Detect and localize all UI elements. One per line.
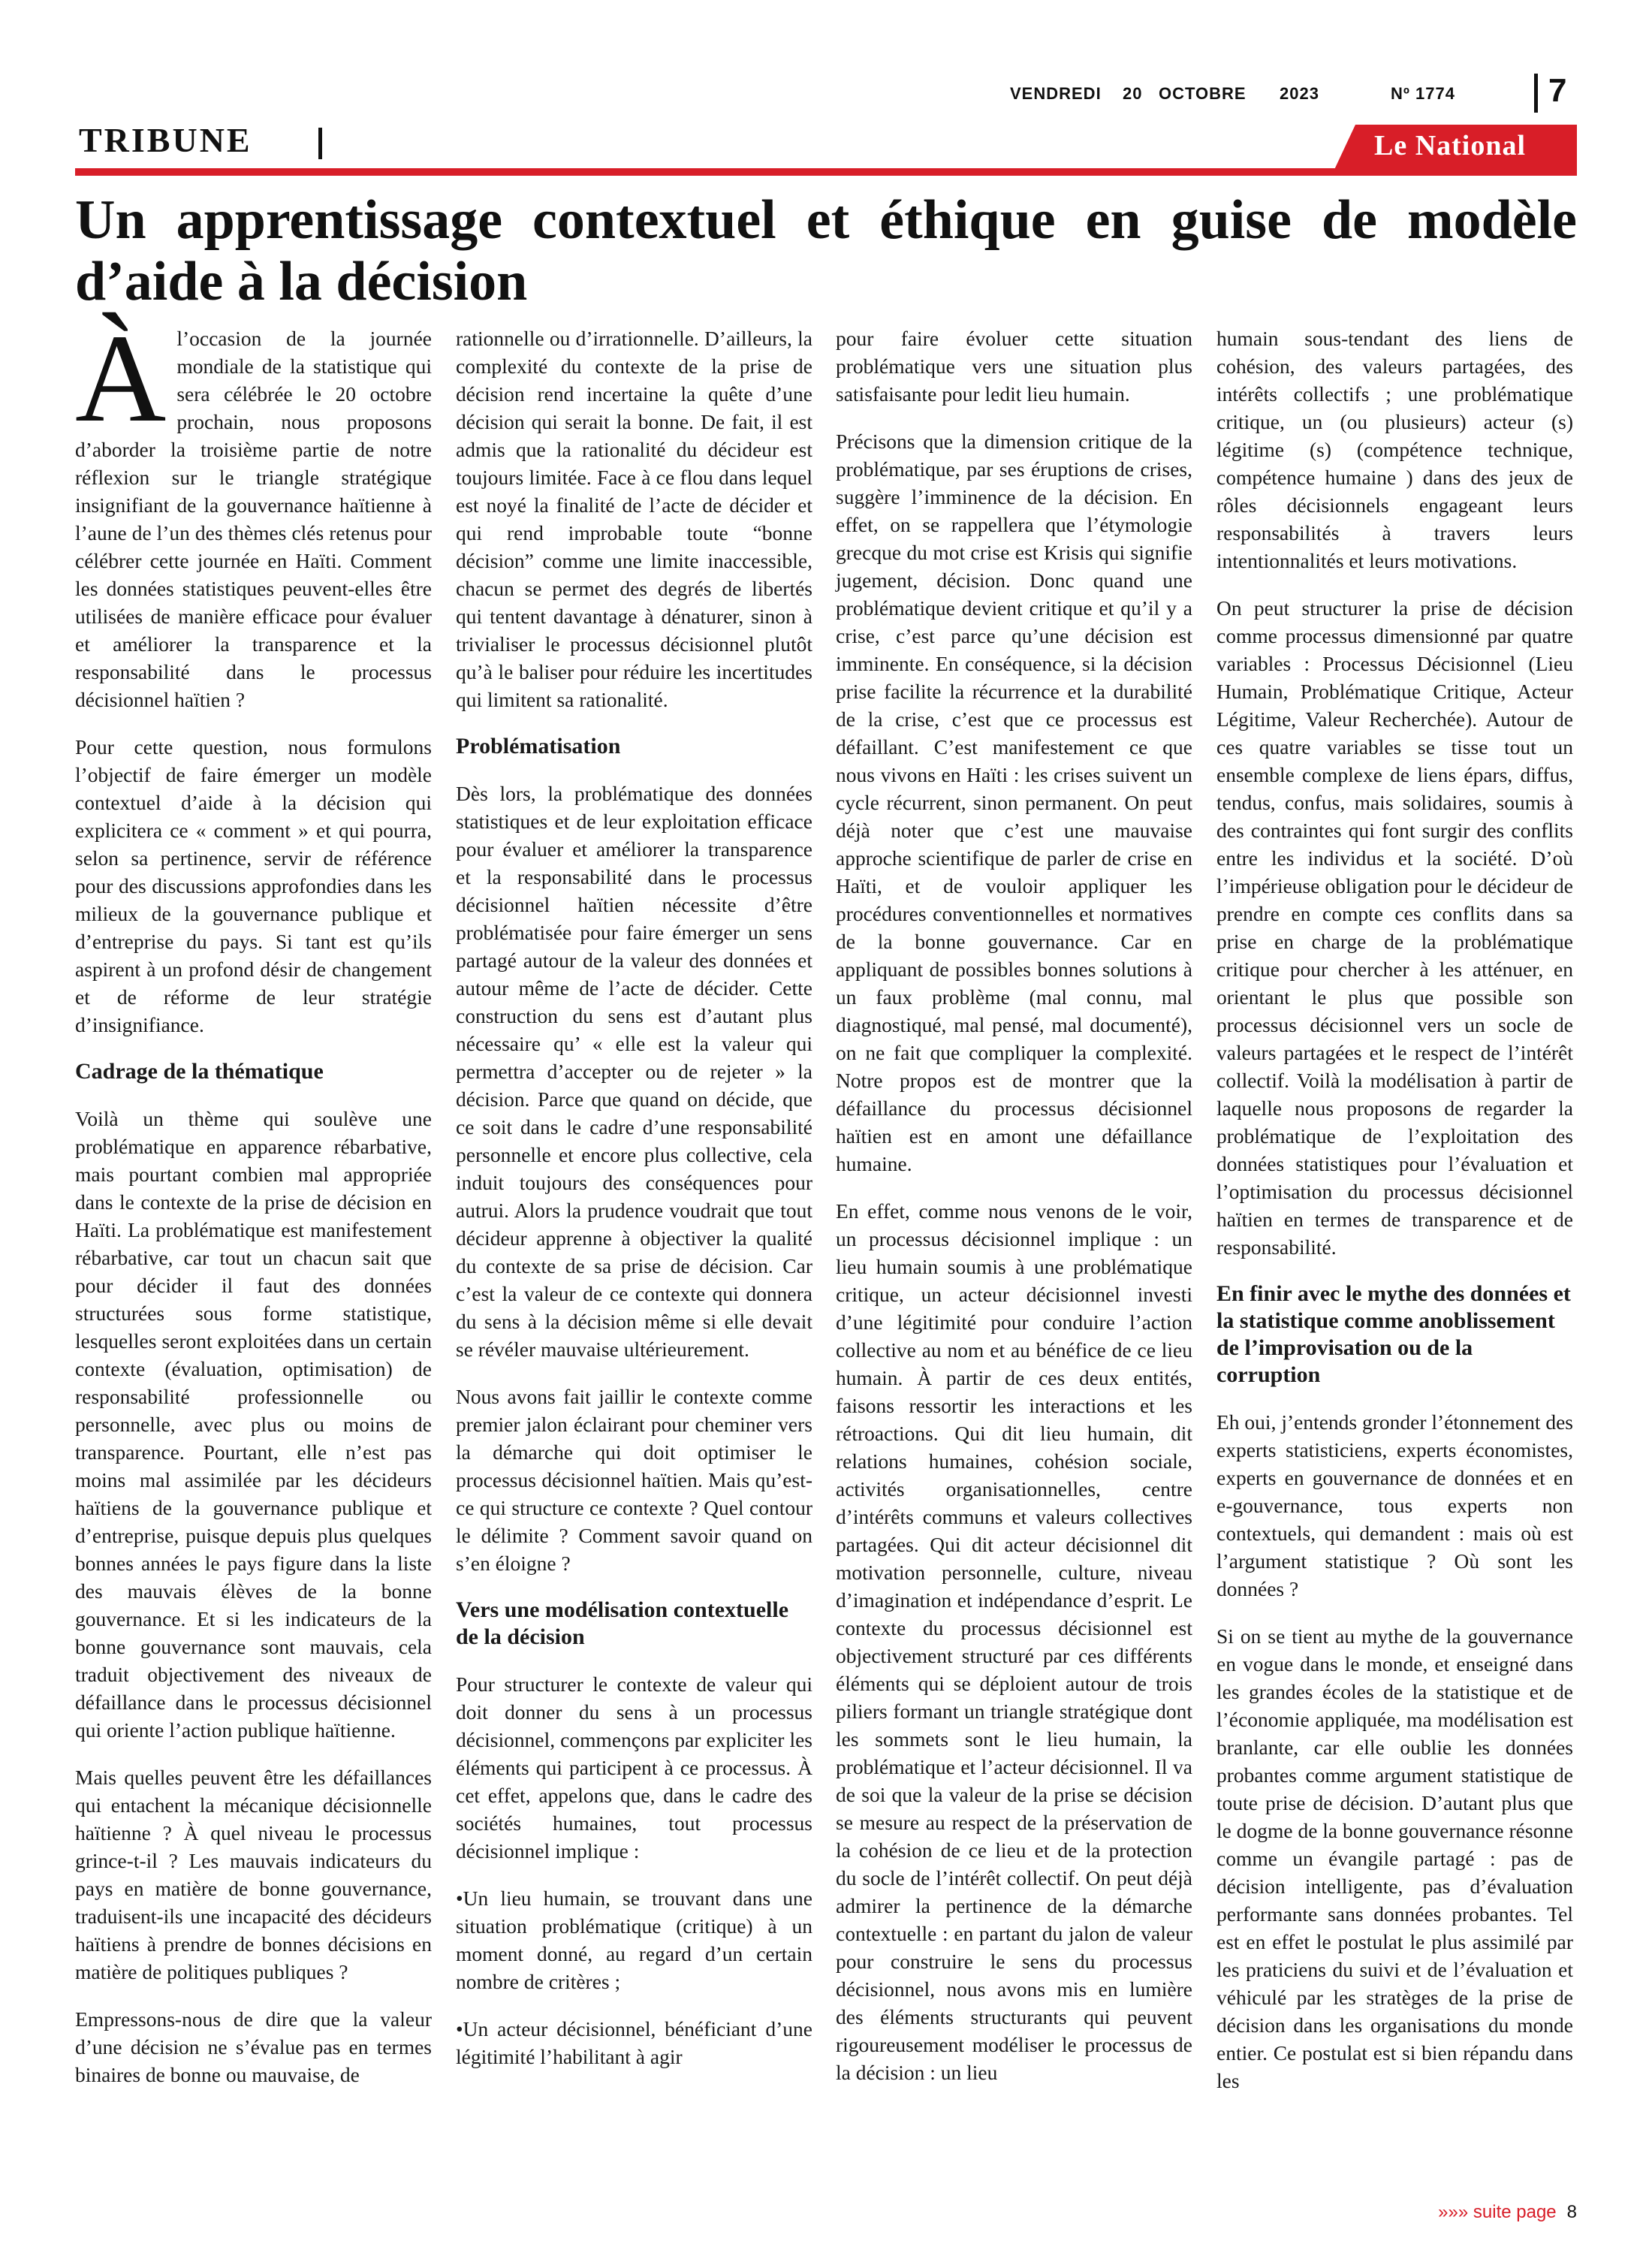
paragraph: Pour structurer le contexte de valeur qui doit donner du sens à un processus décisionnel, commençons par expliciter les éléments qui participent à ce processus. À cet effet, appelons que, dans le cadre des sociétés humaines, tout processus décisionnel implique : xyxy=(456,1672,812,1862)
brand-name: Le National xyxy=(1374,130,1527,161)
bullet-paragraph: •Un acteur décisionnel, bénéficiant d’une légitimité l’habilitant à agir xyxy=(456,2017,812,2068)
issue-number: Nº 1774 xyxy=(1391,84,1455,103)
paragraph-text: l’occasion de la journée mondiale de la statistique qui sera célébrée le 20 octobre prochain, nous proposons d’aborder la troisième partie de notre réflexion sur le triangle stratégique insignifiant de la gouvernance haïtienne à l’aune de l’un des thèmes clés retenus pour célébrer cette journée en Haïti. Comment les données statistiques peuvent-elles être utilisées de manière efficace pour évaluer et améliorer la transparence et la responsabilité dans le processus décisionnel haïtien ? xyxy=(75,327,432,711)
section-label: TRIBUNE xyxy=(79,121,252,159)
paragraph: Précisons que la dimension critique de la problématique, par ses éruptions de crises, suggère l’imminence de la décision. En effet, on se rappellera que l’étymologie grecque du mot crise est Krisis qui signifie jugement, décision. Donc quand une problématique devient critique et qu’il y a crise, c’est parce qu’une décision est imminente. En conséquence, si la décision prise facilite la récurrence et la durabilité de la crise, c’est que ce processus est défaillant. C’est manifestement ce que nous vivons en Haïti : les crises suivent un cycle récurrent, sinon permanent. On peut déjà noter que c’est une mauvaise approche scientifique de parler de crise en Haïti, et de vouloir appliquer les procédures conventionnelles et normatives de la bonne gouvernance. Car en appliquant de possibles bonnes solutions à un faux problème (mal connu, mal diagnostiqué, mal pensé, mal documenté), on ne fait que compliquer la complexité. Notre propos est de montrer que la défaillance du processus décisionnel haïtien est en amont une défaillance humaine. xyxy=(836,430,1192,1175)
paragraph: humain sous-tendant des liens de cohésion, des valeurs partagées, des intérêts collectifs ; une problématique critique, un (ou plusieurs) acteur (s) légitime (s) (compétence technique, compétence humaine ) dans des jeux de rôles décisionnels engageant leurs responsabilités à travers leurs intentionnalités et leurs motivations. xyxy=(1216,327,1573,572)
paragraph: rationnelle ou d’irrationnelle. D’ailleurs, la complexité du contexte de la prise de décision rend incertaine la quête d’une décision qui serait la bonne. De fait, il est admis que la rationalité du décideur est toujours limitée. Face à ce flou dans lequel est noyé la finalité de l’acte de décider et qui rend improbable toute “bonne décision” comme une limite inaccessible, chacun se permet des degrés de libertés qui tentent davantage à dénaturer, sinon à trivialiser le processus décisionnel plutôt qu’à le baliser pour réduire les incertitudes qui limitent sa rationalité. xyxy=(456,327,812,711)
subheading: Vers une modélisation contextuelle de la décision xyxy=(456,1597,789,1649)
paragraph: Si on se tient au mythe de la gouvernance en vogue dans le monde, et enseigné dans les grandes écoles de la statistique et de l’économie appliquée, ma modélisation est branlante, car elle oublie les données probantes comme argument statistique de toute prise de décision. D’autant plus que le dogme de la bonne gouvernance résonne comme un évangile partagé : pas de décision intelligente, pas d’évaluation performante sans données probantes. Tel est en effet le postulat le plus assimilé par les praticiens du suivi et de l’évaluation et véhiculé par les stratèges de la prise de décision dans les organisations du monde entier. Ce postulat est si bien répandu dans les xyxy=(1216,1624,1573,2092)
subheading: Problématisation xyxy=(456,734,621,759)
paragraph: Mais quelles peuvent être les défaillances qui entachent la mécanique décisionnelle haïtienne ? À quel niveau le processus grince-t-il ? Les mauvais indicateurs du pays en matière de bonne gouvernance, traduisent-ils une incapacité des décideurs haïtiens à prendre de bonnes décisions en matière de politiques publiques ? xyxy=(75,1766,432,1983)
article-column-3 xyxy=(836,324,1192,2106)
paragraph: Dès lors, la problématique des données statistiques et de leur exploitation efficace pour évaluer et améliorer la transparence et la responsabilité dans le processus décisionnel haïtien nécessite d’être problématisée pour faire émerger un sens partagé autour de la valeur des données et autour même de l’acte de décider. Cette construction du sens est d’autant plus nécessaire qu’ « elle est la valeur qui permettra d’accepter ou de rejeter » la décision. Parce que quand on décide, que ce soit dans le cadre d’une responsabilité personnelle et encore plus collective, cela induit toujours des conséquences pour autrui. Alors la prudence voudrait que tout décideur apprenne à objectiver la qualité du contexte de sa prise de décision. Car c’est la valeur de ce contexte qui donnera du sens à la décision même si elle devait se révéler mauvaise ultérieurement. xyxy=(456,782,812,1361)
subheading: Cadrage de la thématique xyxy=(75,1059,324,1084)
paragraph: Eh oui, j’entends gronder l’étonnement des experts statisticiens, experts économistes, experts en gouvernance de données et en e-gouvernance, tous experts non contextuels, qui demandent : mais où est l’argument statistique ? Où sont les données ? xyxy=(1216,1410,1574,1600)
continuation-text: »»» suite page xyxy=(1438,2202,1557,2222)
paragraph: Voilà un thème qui soulève une problématique en apparence rébarbative, mais pourtant combien mal appropriée dans le contexte de la prise de décision en Haïti. La problématique est manifestement rébarbative, car tout un chacun sait que pour décider il faut des données structurées sous forme statistique, lesquelles seront exploitées dans un certain contexte (évaluation, optimisation) de responsabilité professionnelle ou personnelle, avec plus ou moins de transparence. Pourtant, elle n’est pas moins mal assimilée par les décideurs haïtiens de la gouvernance publique et d’entreprise, puisque depuis plus quelques bonnes années le pays figure dans la liste des mauvais élèves de la bonne gouvernance. Et si les indicateurs de la bonne gouvernance sont mauvais, cela traduit objectivement des niveaux de défaillance dans le processus décisionnel qui oriente l’action publique haïtienne. xyxy=(75,1107,432,1742)
section-divider xyxy=(318,128,322,159)
article-column-1 xyxy=(75,309,432,2108)
paragraph xyxy=(75,309,432,713)
issue-month: OCTOBRE xyxy=(1159,84,1247,103)
bullet-paragraph: •Un lieu humain, se trouvant dans une situation problématique (critique) à un moment donné, au regard d’un certain nombre de critères ; xyxy=(456,1887,812,1993)
paragraph: Pour cette question, nous formulons l’objectif de faire émerger un modèle contextuel d’aide à la décision qui explicitera ce « comment » et qui pourra, selon sa pertinence, servir de référence pour des discussions approfondies dans les milieux de la gouvernance publique et d’entreprise du pays. Si tant est qu’ils aspirent à un profond désir de changement et de réforme de leur stratégie d’insignifiance. xyxy=(75,735,432,1036)
issue-date: 20 xyxy=(1123,84,1143,103)
paragraph: On peut structurer la prise de décision comme processus dimensionné par quatre variables : Processus Décisionnel (Lieu Humain, Problématique Critique, Acteur Légitime, Valeur Recherchée). Autour de ces quatre variables se tisse tout un ensemble complexe de liens épars, diffus, tendus, confus, mais solidaires, soumis à des contraintes qui font surgir des conflits entre les individus et la société. D’où l’impérieuse obligation pour le décideur de prendre en compte ces conflits dans sa prise en charge de la problématique critique pour chercher à les atténuer, en orientant le plus que possible son processus décisionnel vers un socle de valeurs partagées et le respect de l’intérêt collectif. Voilà la modélisation à partir de laquelle nous proposons de regarder la problématique de l’exploitation des données statistiques pour l’évaluation et l’optimisation du processus décisionnel haïtien en termes de transparence et de responsabilité. xyxy=(1216,596,1573,1259)
article-column-2 xyxy=(456,324,812,2090)
headline: Un apprentissage contextuel et éthique en guise de modèle d’aide à la décision xyxy=(75,189,1577,312)
paragraph: En effet, comme nous venons de le voir, un processus décisionnel implique : un lieu humain soumis à une problématique critique, un acteur décisionnel investi d’une légitimité pour conduire l’action collective au nom et au bénéfice de ce lieu humain. À partir de ces deux entités, faisons ressortir les interactions et les rétroactions. Qui dit lieu humain, dit relations humaines, cohésion sociale, activités organisationnelles, centre d’intérêts communs et valeurs collectives partagées. Qui dit acteur décisionnel dit motivation personnelle, culture, niveau d’imagination et indépendance d’esprit. Le contexte du processus décisionnel est objectivement structuré par ces différents éléments qui se déploient autour de trois piliers formant un triangle stratégique dont les sommets sont le lieu humain, la problématique et l’acteur décisionnel. Il va de soi que la valeur de la prise se décision se mesure au respect de la préservation de la cohésion de ce lieu et de la protection du socle de l’intérêt collectif. On peut déjà admirer la pertinence de la démarche contextuelle : en partant du jalon de valeur pour construire le sens du processus décisionnel, nous avons mis en lumière des éléments structurants qui peuvent rigoureusement modéliser le processus de la décision : un lieu xyxy=(836,1199,1192,2084)
drop-cap: À xyxy=(75,309,167,448)
paragraph: Empressons-nous de dire que la valeur d’une décision ne s’évalue pas en termes binaires de bonne ou mauvaise, de xyxy=(75,2007,432,2086)
issue-year: 2023 xyxy=(1280,84,1319,103)
article-column-4 xyxy=(1216,324,1573,2114)
page-number-separator xyxy=(1534,74,1538,113)
paragraph: Nous avons fait jaillir le contexte comme premier jalon éclairant pour cheminer vers la démarche qui doit optimiser le processus décisionnel haïtien. Mais qu’est-ce qui structure ce contexte ? Quel contour le délimite ? Comment savoir quand on s’en éloigne ? xyxy=(456,1385,812,1575)
continuation-page: 8 xyxy=(1566,2202,1577,2222)
page-number: 7 xyxy=(1548,72,1567,109)
issue-day: VENDREDI xyxy=(1010,84,1102,103)
continuation-link[interactable] xyxy=(1438,2202,1577,2223)
subheading: En finir avec le mythe des données et la statistique comme anoblissement de l’improvisation ou de la corruption xyxy=(1216,1281,1571,1387)
paragraph: pour faire évoluer cette situation problématique vers une situation plus satisfaisante pour ledit lieu humain. xyxy=(836,327,1192,406)
